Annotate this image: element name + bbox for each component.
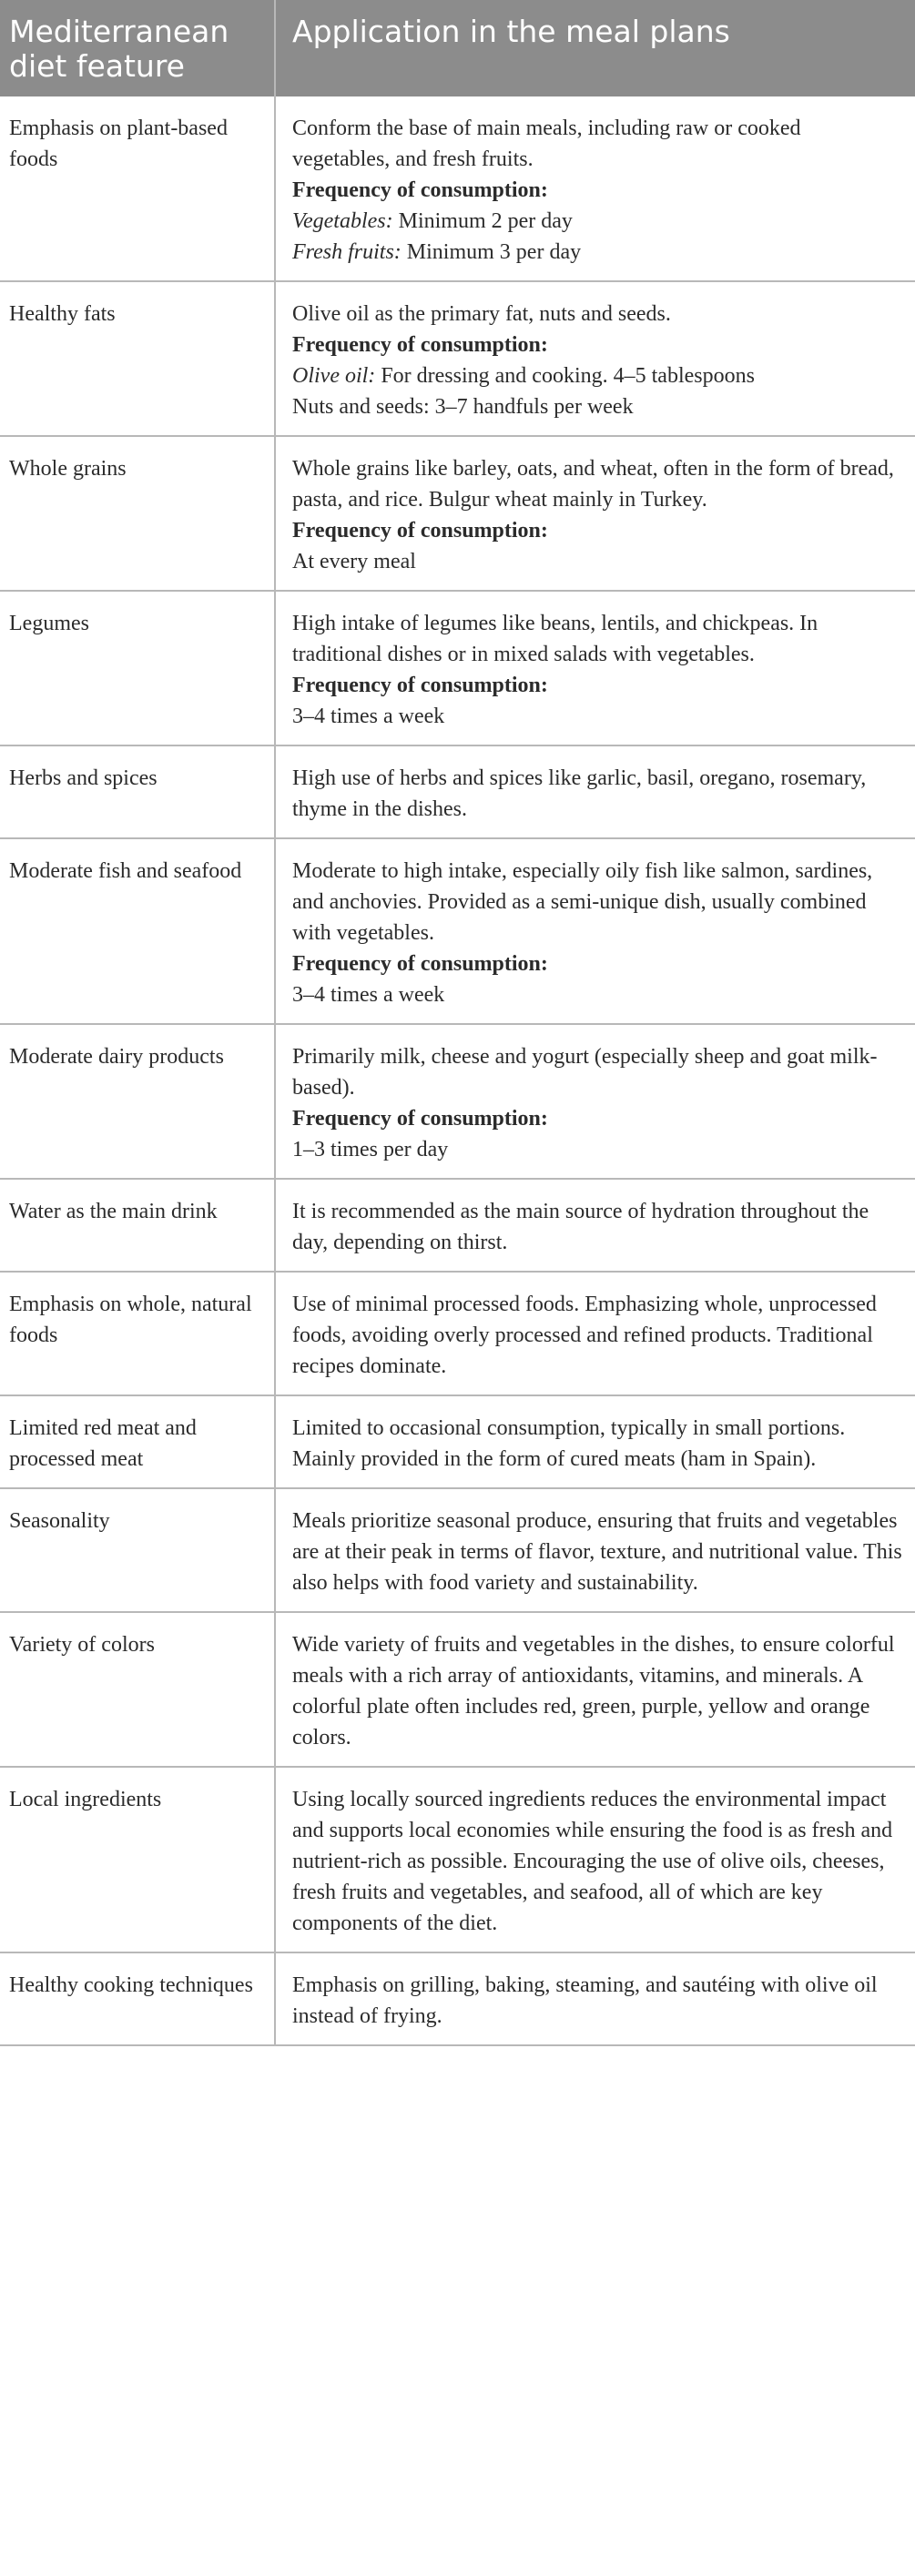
frequency-label: Vegetables: — [292, 209, 393, 233]
table-body — [0, 96, 915, 2045]
application-text: It is recommended as the main source of hydration throughout the day, depending on thirst. — [292, 1200, 869, 1254]
frequency-item — [292, 237, 902, 268]
application-cell — [275, 745, 915, 838]
frequency-item — [292, 546, 902, 577]
table-row — [0, 1488, 915, 1612]
application-text: Conform the base of main meals, including raw or cooked vegetables, and fresh fruits. — [292, 117, 801, 171]
frequency-heading: Frequency of consumption: — [292, 519, 548, 543]
application-text: Use of minimal processed foods. Emphasizing whole, unprocessed foods, avoiding overly processed and refined products. Traditional recipes dominate. — [292, 1293, 877, 1378]
table-row — [0, 591, 915, 745]
application-cell — [275, 1488, 915, 1612]
feature-cell: Local ingredients — [0, 1767, 275, 1952]
frequency-heading: Frequency of consumption: — [292, 1107, 548, 1131]
frequency-heading: Frequency of consumption: — [292, 674, 548, 697]
application-cell — [275, 1179, 915, 1272]
table-row — [0, 1395, 915, 1488]
application-cell — [275, 1272, 915, 1395]
feature-cell: Healthy fats — [0, 281, 275, 436]
header-row — [0, 0, 915, 96]
table-row — [0, 281, 915, 436]
frequency-item — [292, 979, 902, 1010]
frequency-value: 1–3 times per day — [292, 1138, 449, 1161]
frequency-value: At every meal — [292, 550, 416, 573]
application-text: Moderate to high intake, especially oily fish like salmon, sardines, and anchovies. Provided as a semi-unique dish, usually combined with vegetables. — [292, 859, 873, 945]
application-cell — [275, 96, 915, 281]
application-cell — [275, 1952, 915, 2045]
table-row — [0, 1272, 915, 1395]
application-cell — [275, 436, 915, 591]
application-text: High intake of legumes like beans, lentils, and chickpeas. In traditional dishes or in mixed salads with vegetables. — [292, 612, 818, 666]
application-cell — [275, 1395, 915, 1488]
application-text: High use of herbs and spices like garlic, basil, oregano, rosemary, thyme in the dishes. — [292, 766, 867, 821]
feature-cell: Whole grains — [0, 436, 275, 591]
application-text: Olive oil as the primary fat, nuts and seeds. — [292, 302, 671, 326]
frequency-value: Nuts and seeds: 3–7 handfuls per week — [292, 395, 634, 419]
table-row — [0, 96, 915, 281]
frequency-value: 3–4 times a week — [292, 705, 445, 728]
table-row — [0, 838, 915, 1024]
application-text: Emphasis on grilling, baking, steaming, and sautéing with olive oil instead of frying. — [292, 1973, 878, 2028]
table-header — [0, 0, 915, 96]
frequency-item — [292, 360, 902, 391]
application-text: Primarily milk, cheese and yogurt (especially sheep and goat milk-based). — [292, 1045, 878, 1100]
feature-cell: Water as the main drink — [0, 1179, 275, 1272]
feature-cell: Seasonality — [0, 1488, 275, 1612]
frequency-item — [292, 701, 902, 732]
table-row — [0, 436, 915, 591]
application-cell — [275, 1024, 915, 1179]
application-text: Whole grains like barley, oats, and wheat, often in the form of bread, pasta, and rice. Bulgur wheat mainly in Turkey. — [292, 457, 894, 512]
frequency-value: For dressing and cooking. 4–5 tablespoons — [375, 364, 755, 388]
header-feature: Mediterranean diet feature — [0, 0, 275, 96]
feature-cell: Herbs and spices — [0, 745, 275, 838]
frequency-heading: Frequency of consumption: — [292, 333, 548, 357]
frequency-item — [292, 1134, 902, 1165]
feature-cell: Emphasis on plant-based foods — [0, 96, 275, 281]
frequency-label: Olive oil: — [292, 364, 376, 388]
frequency-label: Fresh fruits: — [292, 240, 402, 264]
frequency-item — [292, 206, 902, 237]
application-text: Using locally sourced ingredients reduces the environmental impact and supports local economies while ensuring the food is as fresh and nutrient-rich as possible. Encouraging the use of olive oils, cheeses, fresh fruits and vegetables, and seafood, all of which are key components of the diet. — [292, 1788, 893, 1935]
feature-cell: Legumes — [0, 591, 275, 745]
table-row — [0, 1767, 915, 1952]
application-text: Limited to occasional consumption, typically in small portions. Mainly provided in the form of cured meats (ham in Spain). — [292, 1416, 846, 1471]
application-cell — [275, 591, 915, 745]
frequency-value: Minimum 3 per day — [401, 240, 582, 264]
feature-cell: Variety of colors — [0, 1612, 275, 1767]
table-row — [0, 1612, 915, 1767]
table-row — [0, 1179, 915, 1272]
frequency-value: 3–4 times a week — [292, 983, 445, 1007]
application-text: Meals prioritize seasonal produce, ensuring that fruits and vegetables are at their peak in terms of flavor, texture, and nutritional value. This also helps with food variety and sustainability. — [292, 1509, 902, 1595]
frequency-heading: Frequency of consumption: — [292, 178, 548, 202]
feature-cell: Moderate fish and seafood — [0, 838, 275, 1024]
table-row — [0, 1024, 915, 1179]
header-application: Application in the meal plans — [275, 0, 915, 96]
frequency-heading: Frequency of consumption: — [292, 952, 548, 976]
feature-cell: Emphasis on whole, natural foods — [0, 1272, 275, 1395]
table-row — [0, 1952, 915, 2045]
table-row — [0, 745, 915, 838]
application-cell — [275, 838, 915, 1024]
feature-cell: Healthy cooking techniques — [0, 1952, 275, 2045]
application-cell — [275, 1767, 915, 1952]
frequency-value: Minimum 2 per day — [392, 209, 573, 233]
application-text: Wide variety of fruits and vegetables in the dishes, to ensure colorful meals with a rich array of antioxidants, vitamins, and minerals. A colorful plate often includes red, green, purple, yellow and orange colors. — [292, 1633, 895, 1749]
frequency-item — [292, 391, 902, 422]
feature-cell: Limited red meat and processed meat — [0, 1395, 275, 1488]
application-cell — [275, 281, 915, 436]
feature-cell: Moderate dairy products — [0, 1024, 275, 1179]
application-cell — [275, 1612, 915, 1767]
